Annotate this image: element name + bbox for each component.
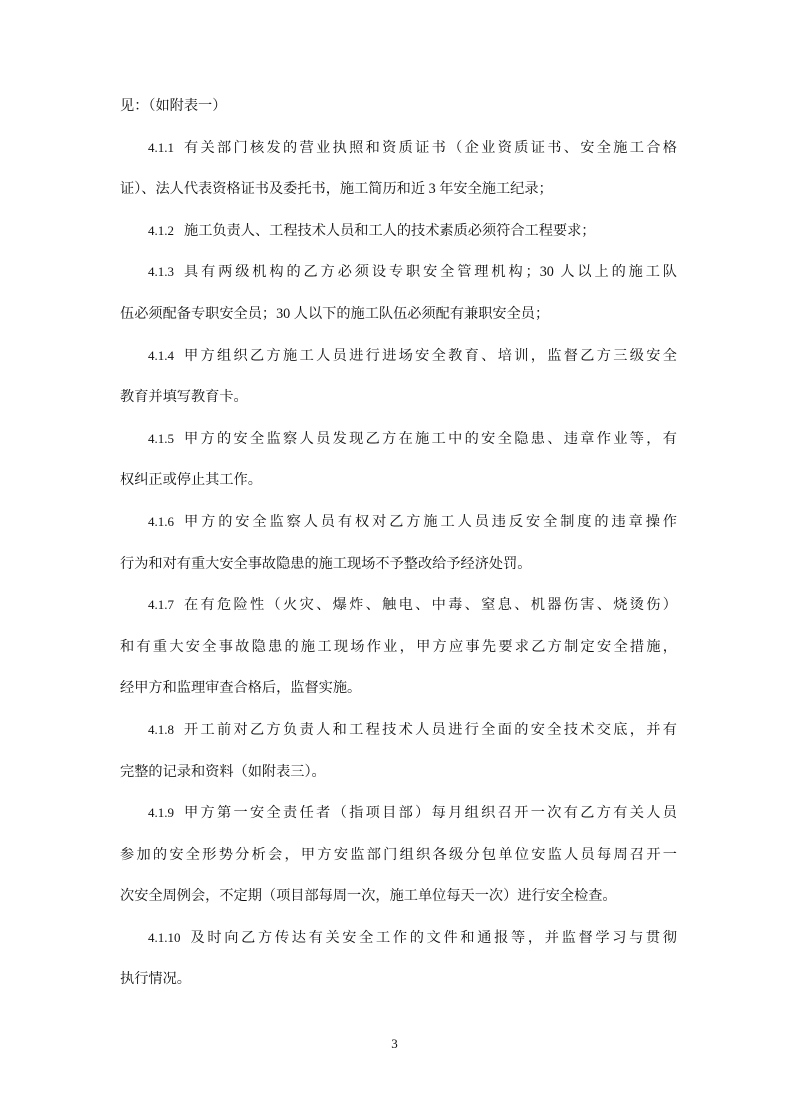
clause-number: 4.1.7 — [148, 597, 174, 613]
clause-continuation-line — [120, 633, 677, 675]
clause-continuation-line — [120, 175, 677, 217]
clause-continuation-line — [120, 674, 677, 716]
clause-first-line — [120, 924, 677, 966]
clause-text: 甲方组织乙方施工人员进行进场安全教育、培训，监督乙方三级安全 — [184, 347, 677, 364]
clause-number: 4.1.3 — [148, 264, 174, 280]
clause-text: 参加的安全形势分析会，甲方安监部门组织各级分包单位安监人员每周召开一 — [120, 846, 677, 863]
clause-continuation-line — [120, 466, 677, 508]
clause-continuation-line — [120, 882, 677, 924]
clause-first-line — [120, 716, 677, 758]
clause-continuation-line — [120, 965, 677, 1007]
clause-text: 及时向乙方传达有关安全工作的文件和通报等，并监督学习与贯彻 — [190, 929, 677, 946]
clause-text: 开工前对乙方负责人和工程技术人员进行全面的安全技术交底，并有 — [184, 721, 677, 738]
clause-text: 具有两级机构的乙方必须设专职安全管理机构；30 人以上的施工队 — [184, 264, 677, 281]
clause-text: 行为和对有重大安全事故隐患的施工现场不予整改给予经济处罚。 — [120, 555, 532, 572]
clause-text: 甲方第一安全责任者（指项目部）每月组织召开一次有乙方有关人员 — [184, 805, 677, 822]
clause-number: 4.1.2 — [148, 222, 174, 238]
clause-continuation-line — [120, 550, 677, 592]
clause-text: 有关部门核发的营业执照和资质证书（企业资质证书、安全施工合格 — [184, 139, 677, 156]
clause-number: 4.1.4 — [148, 347, 174, 363]
clause-text: 证）、法人代表资格证书及委托书，施工简历和近 3 年安全施工纪录； — [120, 181, 553, 198]
clause-text: 和有重大安全事故隐患的施工现场作业，甲方应事先要求乙方制定安全措施， — [120, 638, 677, 655]
clause-text: 权纠正或停止其工作。 — [120, 472, 262, 489]
clause-text: 执行情况。 — [120, 971, 191, 988]
clause-text: 施工负责人、工程技术人员和工人的技术素质必须符合工程要求； — [184, 222, 596, 239]
clause-number: 4.1.5 — [148, 430, 174, 446]
clause-text: 教育并填写教育卡。 — [120, 389, 248, 406]
clause-number: 4.1.6 — [148, 513, 174, 529]
clause-first-line — [120, 134, 677, 176]
clause-text: 甲方的安全监察人员有权对乙方施工人员违反安全制度的违章操作 — [184, 513, 677, 530]
clause-number: 4.1.1 — [148, 139, 174, 155]
clause-number: 4.1.8 — [148, 721, 174, 737]
clause-text: 甲方的安全监察人员发现乙方在施工中的安全隐患、违章作业等，有 — [184, 430, 677, 447]
document-page — [120, 92, 677, 1007]
clause-continuation-line — [120, 841, 677, 883]
clause-first-line — [120, 591, 677, 633]
clause-first-line — [120, 508, 677, 550]
clause-continuation-line — [120, 300, 677, 342]
clause-text: 伍必须配备专职安全员；30 人以下的施工队伍必须配有兼职安全员； — [120, 305, 550, 322]
clause-first-line — [120, 342, 677, 384]
clause-continuation-line — [120, 383, 677, 425]
clause-continuation-line — [120, 758, 677, 800]
intro-line: 见：（如附表一） — [120, 98, 227, 114]
clause-text: 次安全周例会，不定期（项目部每周一次，施工单位每天一次）进行安全检查。 — [120, 888, 617, 905]
clause-number: 4.1.9 — [148, 805, 174, 821]
clause-text: 在有危险性（火灾、爆炸、触电、中毒、窒息、机器伤害、烧烫伤） — [184, 597, 677, 614]
clause-first-line — [120, 425, 677, 467]
clause-first-line — [120, 258, 677, 300]
clause-first-line — [120, 217, 677, 259]
clause-text: 经甲方和监理审查合格后，监督实施。 — [120, 680, 362, 697]
clause-number: 4.1.10 — [148, 929, 181, 945]
clause-text: 完整的记录和资料（如附表三）。 — [120, 763, 326, 780]
page-number: 3 — [391, 1036, 398, 1051]
clause-first-line — [120, 799, 677, 841]
